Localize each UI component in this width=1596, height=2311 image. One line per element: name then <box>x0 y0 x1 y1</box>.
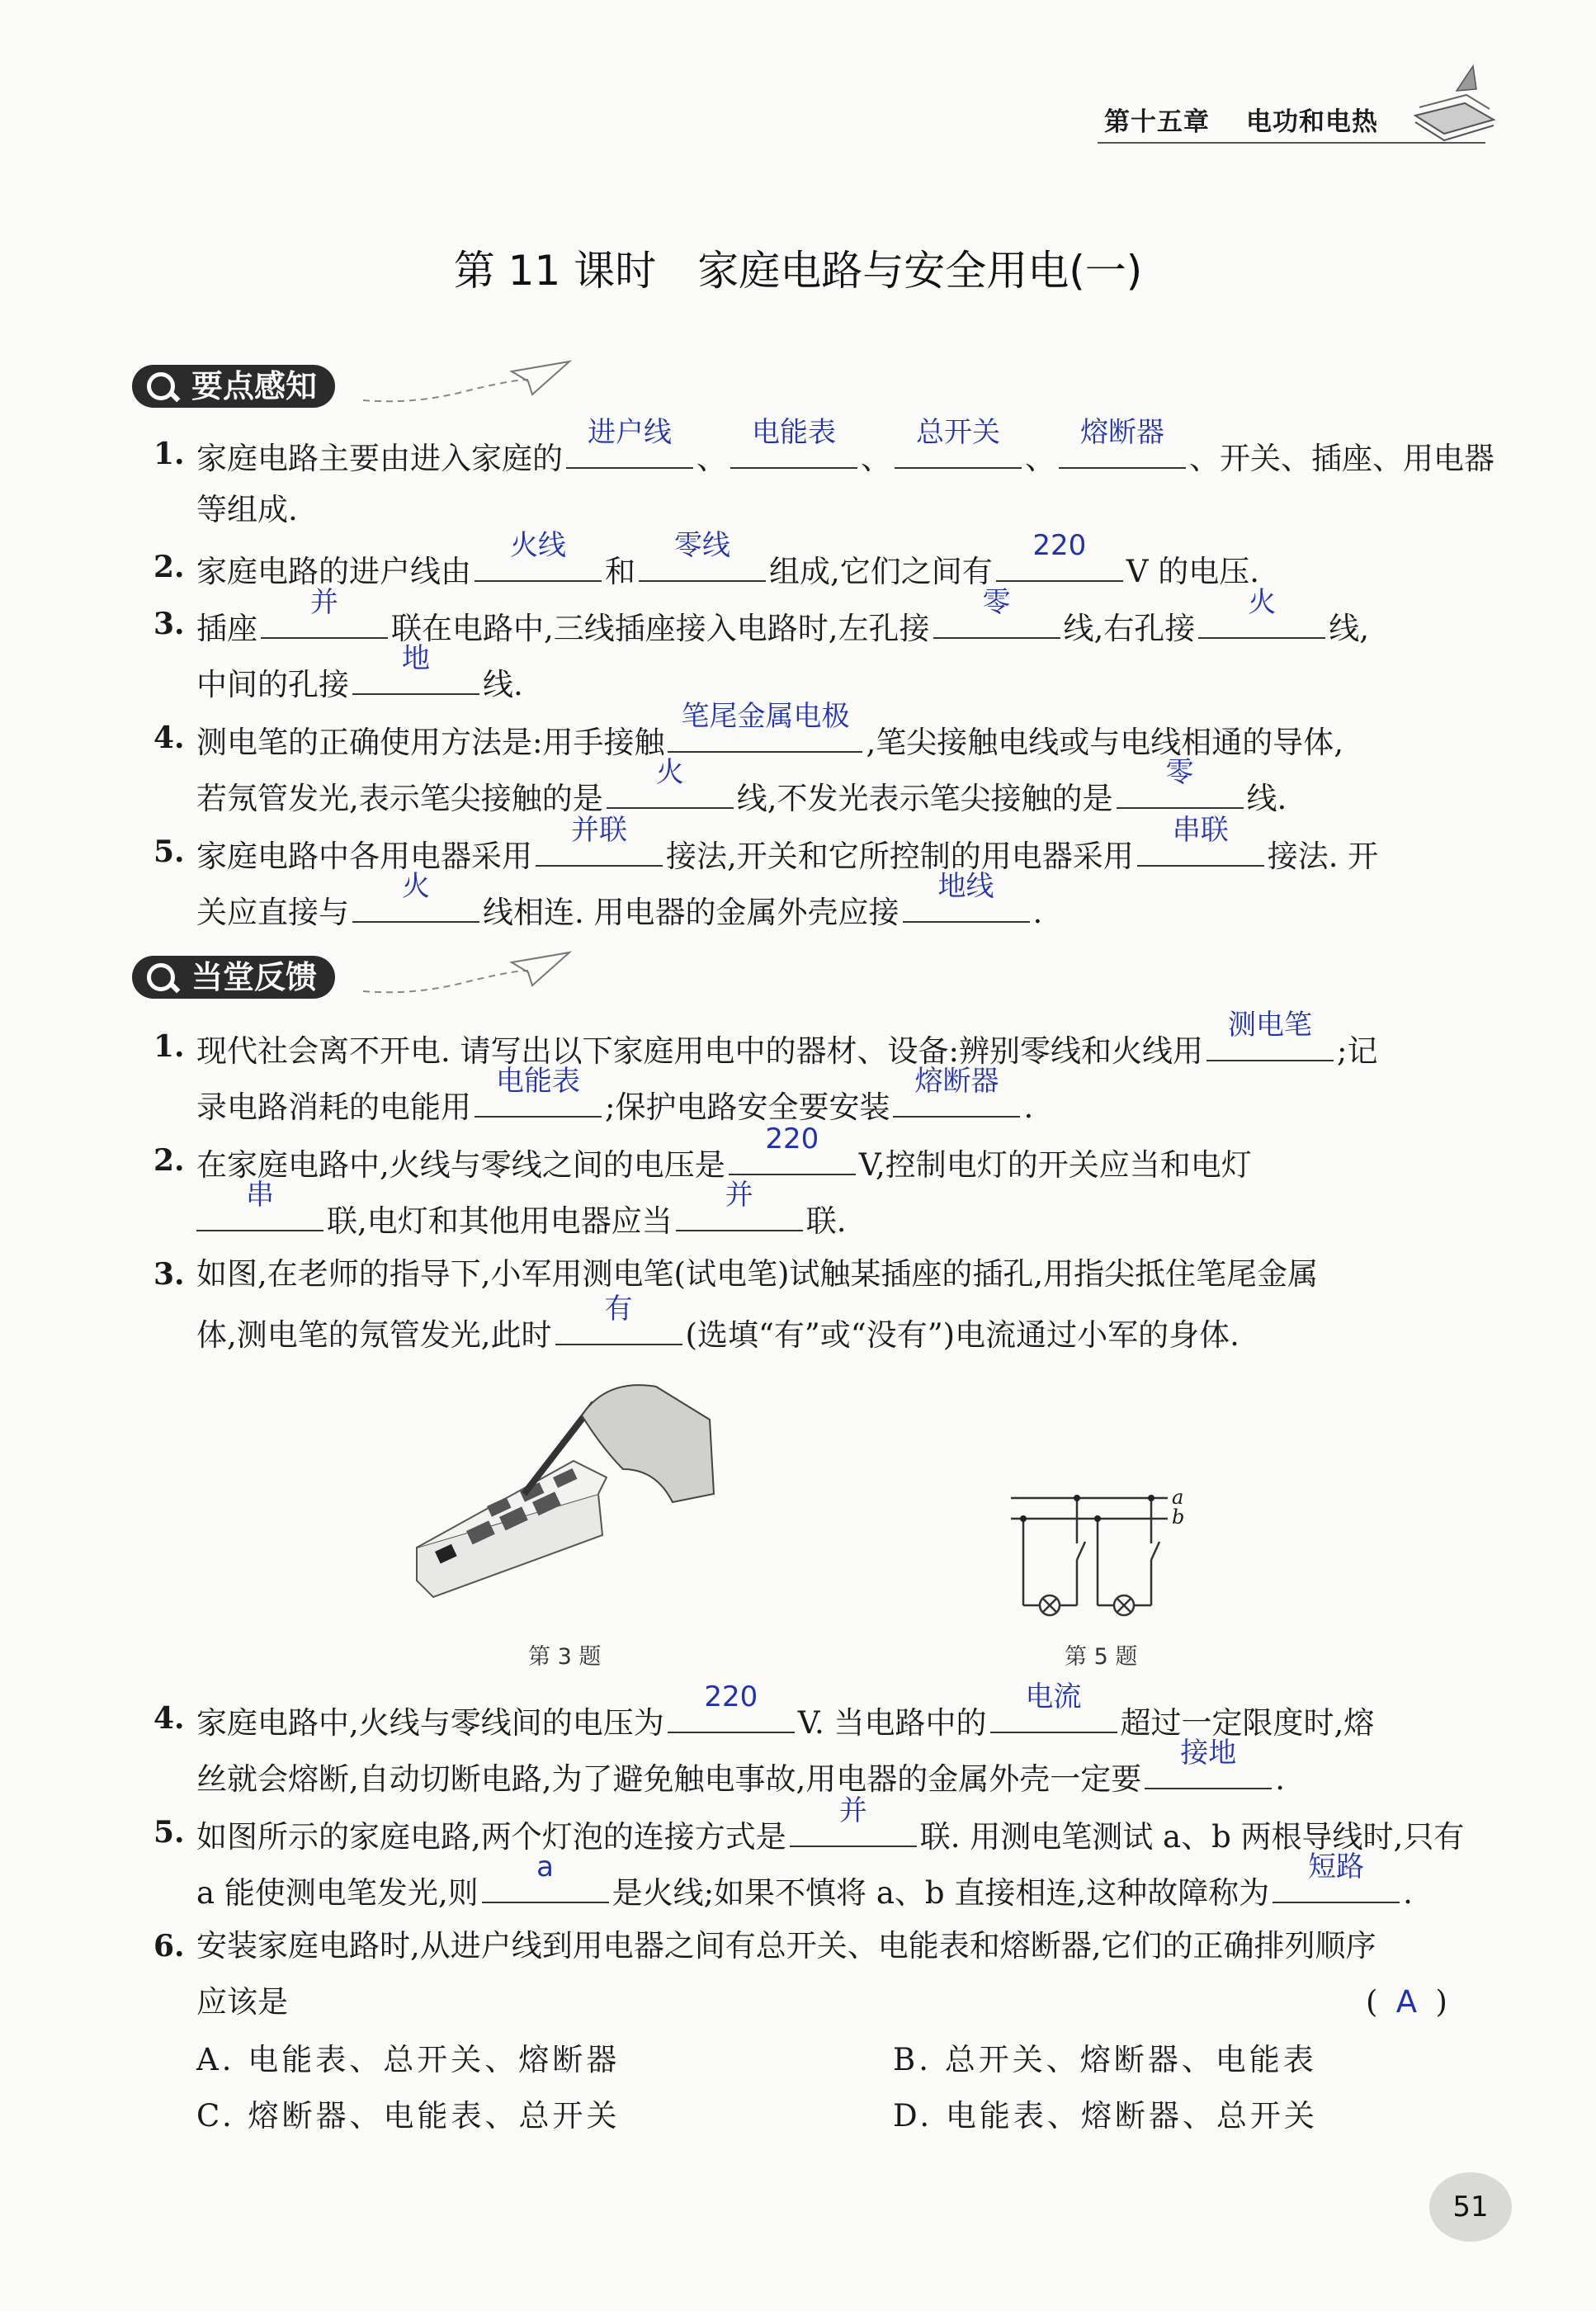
fb-q1-number: 1. <box>153 1029 185 1064</box>
kp-q4-number: 4. <box>153 721 185 755</box>
chapter-number: 第十五章 <box>1104 107 1210 137</box>
answer: 220 <box>1032 529 1087 562</box>
fb-q2-line2: 串 联,电灯和其他用电器应当 并 联. <box>196 1198 847 1240</box>
paper-plane-icon <box>363 946 578 1004</box>
kp-q4-line1: 测电笔的正确使用方法是:用手接触 笔尾金属电极 ,笔尖接触电线或与电线相通的导体, <box>196 700 1343 760</box>
answer: 220 <box>704 1680 758 1713</box>
page-title: 第 11 课时 家庭电路与安全用电(一) <box>453 247 1143 295</box>
answer: 零 <box>1165 756 1194 789</box>
answer: 测电笔 <box>1228 1009 1312 1042</box>
answer: 并 <box>725 1179 753 1212</box>
fb-q6-number: 6. <box>153 1929 185 1964</box>
answer: 熔断器 <box>1080 416 1164 449</box>
answer: 笔尾金属电极 <box>681 700 850 733</box>
fb-q5-line1: 如图所示的家庭电路,两个灯泡的连接方式是 并 联. 用测电笔测试 a、b 两根导线时,只有 <box>196 1794 1465 1855</box>
kp-q5-line2: 关应直接与 火 线相连. 用电器的金属外壳应接 地线 . <box>196 870 1043 930</box>
fb-q4-line1: 家庭电路中,火线与零线间的电压为 220 V. 当电路中的 电流 超过一定限度时,熔 <box>196 1680 1375 1741</box>
answer: 火线 <box>510 529 566 562</box>
fb-q3-line1: 如图,在老师的指导下,小军用测电笔(试电笔)试触某插座的插孔,用指尖抵住笔尾金属 <box>196 1256 1319 1292</box>
answer: 总开关 <box>916 416 1000 449</box>
kp-q5-line1: 家庭电路中各用电器采用 并联 接法,开关和它所控制的用电器采用 串联 接法. 开 <box>196 814 1379 874</box>
answer: 有 <box>604 1293 633 1326</box>
answer: 电流 <box>1025 1680 1082 1713</box>
kp-q1-number: 1. <box>153 437 185 471</box>
section-key-points: 要点感知 <box>132 365 335 408</box>
kp-q4-line2: 若氖管发光,表示笔尖接触的是 火 线,不发光表示笔尖接触的是 零 线. <box>196 756 1287 816</box>
answer: 零线 <box>674 529 730 562</box>
kp-q2-line1: 家庭电路的进户线由 火线 和 零线 组成,它们之间有 220 V 的电压. <box>196 529 1260 589</box>
wire-label-a: a <box>1172 1486 1184 1509</box>
fb-q6-line1: 安装家庭电路时,从进户线到用电器之间有总开关、电能表和熔断器,它们的正确排列顺序 <box>196 1928 1376 1964</box>
wire-label-b: b <box>1172 1505 1185 1529</box>
fb-q1-line1: 现代社会离不开电. 请写出以下家庭用电中的器材、设备:辨别零线和火线用 测电笔 ;记 <box>196 1009 1378 1069</box>
fb-q5-line2: a 能使测电笔发光,则 a 是火线;如果不慎将 a、b 直接相连,这种故障称为 短路 . <box>196 1850 1413 1911</box>
kp-q1-line2: 等组成. <box>196 492 298 527</box>
magnifier-icon <box>147 963 175 991</box>
answer: 火 <box>402 870 430 903</box>
answer: 220 <box>765 1122 819 1156</box>
answer: 进户线 <box>588 416 672 449</box>
chapter-topic: 电功和电热 <box>1246 107 1378 137</box>
answer: a <box>536 1850 555 1883</box>
answer: 串联 <box>1172 814 1229 847</box>
figure-3-power-strip-image <box>408 1370 722 1618</box>
choice-a: A. 电能表、总开关、熔断器 <box>196 2042 621 2077</box>
kp-q1-line1: 家庭电路主要由进入家庭的 进户线 、 电能表 、 总开关 、 熔断器 、开关、插座、用电器 <box>196 416 1494 476</box>
kp-q5-number: 5. <box>153 834 185 869</box>
answer: 并联 <box>571 814 627 847</box>
fb-q4-line2: 丝就会熔断,自动切断电路,为了避免触电事故,用电器的金属外壳一定要 接地 . <box>196 1737 1286 1797</box>
answer: 火 <box>655 756 684 789</box>
fb-q4-number: 4. <box>153 1701 185 1736</box>
magnifier-icon <box>147 372 175 400</box>
fb-q1-line2: 录电路消耗的电能用 电能表 ;保护电路安全要安装 熔断器 . <box>196 1065 1034 1125</box>
answer: 并 <box>838 1794 867 1827</box>
answer: 零 <box>982 586 1011 619</box>
answer: 电能表 <box>752 416 836 449</box>
answer: 火 <box>1248 586 1277 619</box>
fb-q2-line1: 在家庭电路中,火线与零线之间的电压是 220 V,控制电灯的开关应当和电灯 <box>196 1122 1252 1183</box>
page-number: 51 <box>1429 2172 1512 2242</box>
choice-c: C. 熔断器、电能表、总开关 <box>196 2098 621 2134</box>
answer: 并 <box>310 586 338 619</box>
figure-5-caption: 第 5 题 <box>1065 1644 1138 1670</box>
kp-q2-number: 2. <box>153 550 185 584</box>
figure-3-caption: 第 3 题 <box>528 1644 602 1670</box>
answer-bracket: ( A ) <box>1366 1984 1447 2020</box>
answer: 地线 <box>937 870 994 903</box>
answer: 接地 <box>1180 1737 1237 1770</box>
fb-q5-number: 5. <box>153 1815 185 1850</box>
kp-q3-number: 3. <box>153 607 185 641</box>
fb-q3-line2: 体,测电笔的氖管发光,此时 有 (选填“有”或“没有”)电流通过小军的身体. <box>196 1293 1239 1353</box>
fb-q2-number: 2. <box>153 1143 185 1178</box>
answer: 电能表 <box>496 1065 580 1098</box>
answer: 短路 <box>1308 1850 1365 1883</box>
section-feedback: 当堂反馈 <box>132 956 335 999</box>
fb-q6-line2: 应该是 <box>196 1984 288 2020</box>
figure-5-circuit-diagram <box>994 1486 1192 1634</box>
fb-q3-number: 3. <box>153 1257 185 1292</box>
paper-plane-icon <box>363 355 578 413</box>
kp-q3-line2: 中间的孔接 地 线. <box>196 642 523 702</box>
answer: 熔断器 <box>914 1065 999 1098</box>
chapter-header <box>1104 101 1378 138</box>
answer: 地 <box>402 642 430 675</box>
header-rule <box>1098 142 1485 144</box>
answer: A <box>1395 1984 1418 2020</box>
books-icon <box>1407 58 1498 149</box>
kp-q3-line1: 插座 并 联在电路中,三线插座接入电路时,左孔接 零 线,右孔接 火 线, <box>196 586 1370 646</box>
choice-d: D. 电能表、熔断器、总开关 <box>893 2098 1318 2134</box>
choice-b: B. 总开关、熔断器、电能表 <box>893 2042 1317 2077</box>
answer: 串 <box>246 1179 274 1212</box>
